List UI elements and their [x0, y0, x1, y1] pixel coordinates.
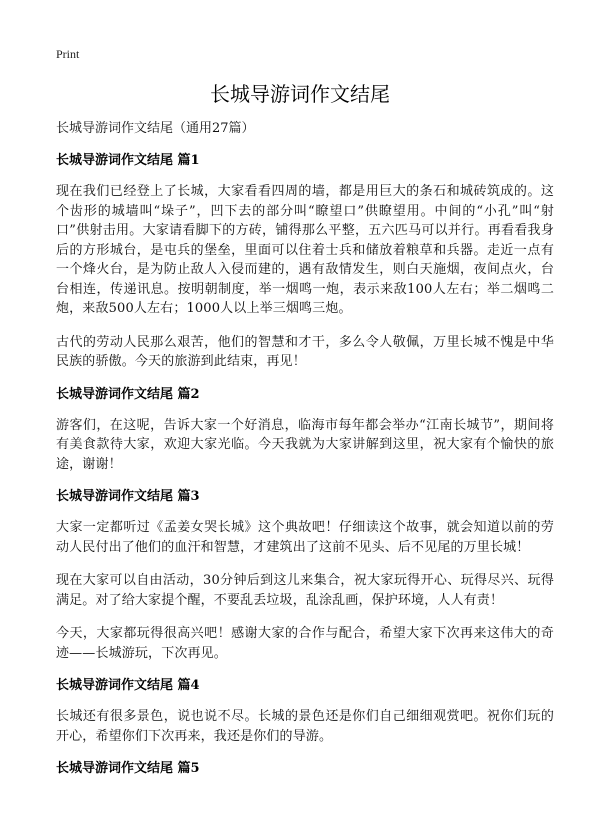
section-heading: 长城导游词作文结尾 篇1 [56, 153, 200, 168]
paragraph: 大家一定都听过《孟姜女哭长城》这个典故吧！仔细读这个故事，就会知道以前的劳动人民付出了他们的血汗和智慧，才建筑出了这前不见头、后不见尾的万里长城！ [56, 520, 554, 555]
paragraph: 现在我们已经登上了长城，大家看看四周的墙，都是用巨大的条石和城砖筑成的。这个齿形的城墙叫“垛子”，凹下去的部分叫“瞭望口”供瞭望用。中间的“小孔”叫“射口”供射击用。大家请看脚下的方砖，铺得那么平整，五六匹马可以并行。再看看我身后的方形城台，是屯兵的堡垒，里面可以住着士兵和储放着粮草和兵器。走近一点有一个烽火台，是为防止敌人入侵而建的，遇有敌情发生，则白天施烟，夜间点火，台台相连，传递讯息。按明朝制度，举一烟鸣一炮，表示来敌100人左右；举二烟鸣二炮，来敌500人左右；1000人以上举三烟鸣三炮。 [56, 184, 554, 316]
print-link[interactable]: Print [56, 47, 80, 61]
section-2 [56, 386, 554, 475]
section-1 [56, 152, 554, 372]
document-body [56, 120, 554, 790]
document-subtitle: 长城导游词作文结尾（通用27篇） [56, 121, 255, 136]
paragraph: 现在大家可以自由活动，30分钟后到这儿来集合，祝大家玩得开心、玩得尽兴、玩得满足。对了给大家提个醒，不要乱丢垃圾，乱涂乱画，保护环境，人人有责！ [56, 573, 554, 608]
section-heading: 长城导游词作文结尾 篇3 [56, 489, 200, 504]
paragraph: 今天，大家都玩得很高兴吧！感谢大家的合作与配合，希望大家下次再来这伟大的奇迹——长城游玩，下次再见。 [56, 626, 554, 661]
section-3 [56, 488, 554, 663]
document-title: 长城导游词作文结尾 [210, 82, 390, 106]
paragraph: 古代的劳动人民那么艰苦，他们的智慧和才干，多么令人敬佩，万里长城不愧是中华民族的骄傲。今天的旅游到此结束，再见！ [56, 334, 554, 369]
paragraph: 游客们，在这呢，告诉大家一个好消息，临海市每年都会举办“江南长城节”，期间将有美食款待大家，欢迎大家光临。今天我就为大家讲解到这里，祝大家有个愉快的旅途，谢谢！ [56, 417, 554, 472]
section-heading: 长城导游词作文结尾 篇2 [56, 386, 200, 402]
section-5 [56, 760, 554, 778]
paragraph: 长城还有很多景色，说也说不尽。长城的景色还是你们自己细细观赏吧。祝你们玩的开心，希望你们下次再来，我还是你们的导游。 [56, 709, 554, 744]
section-4 [56, 677, 554, 746]
section-heading: 长城导游词作文结尾 篇5 [56, 761, 200, 776]
section-heading: 长城导游词作文结尾 篇4 [56, 678, 200, 693]
